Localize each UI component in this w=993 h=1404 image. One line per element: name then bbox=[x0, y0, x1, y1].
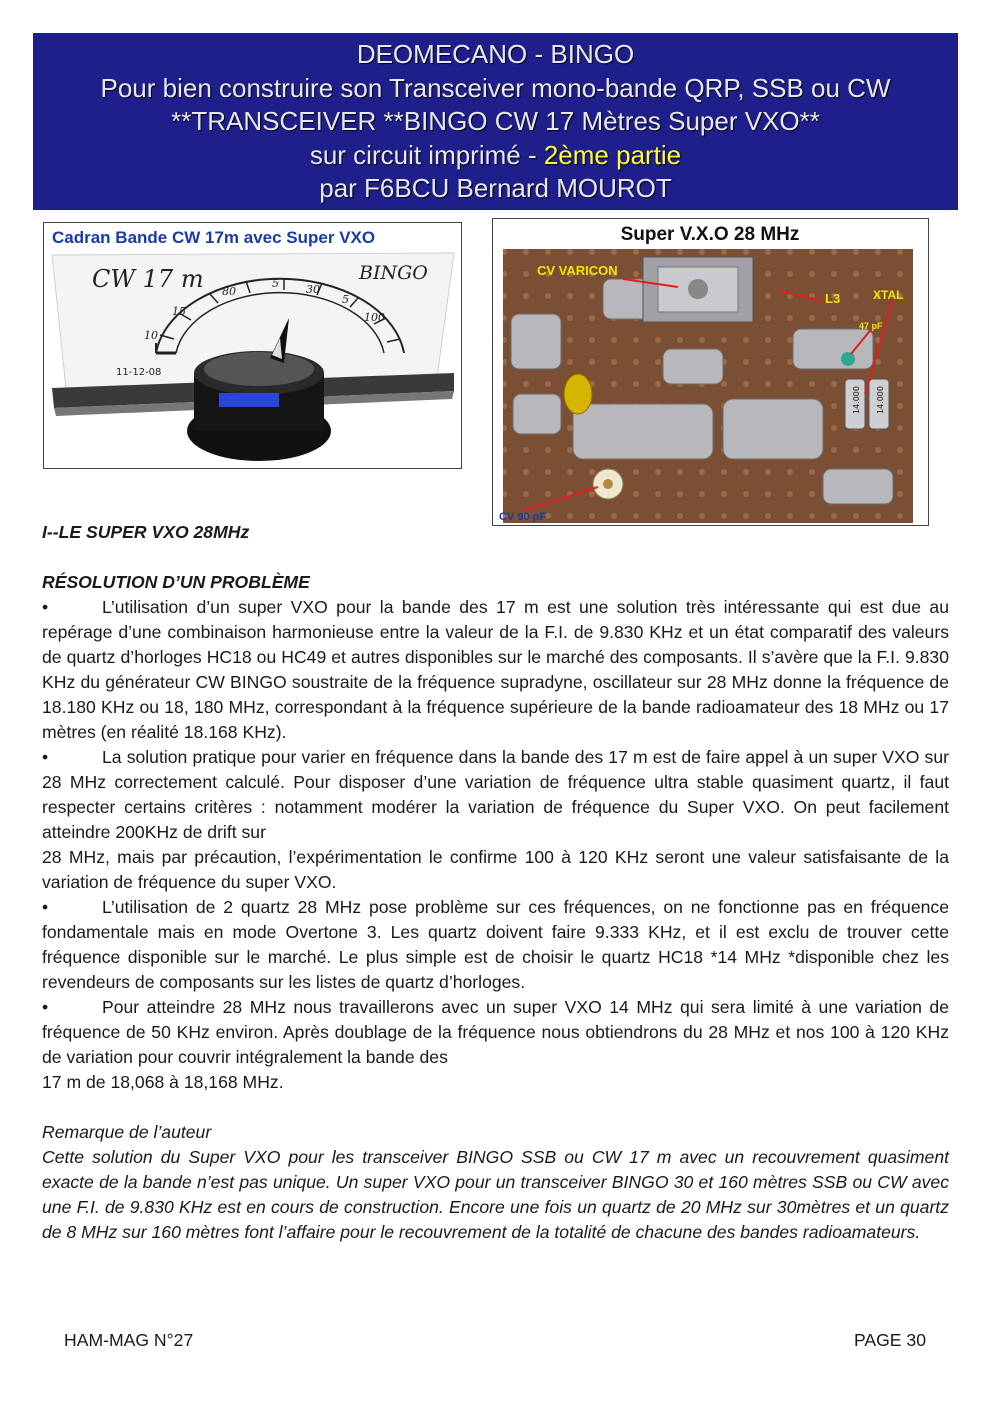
paragraph-1-text: L’utilisation d’un super VXO pour la bande des 17 m est une solution très intéressante qui est due au repérage d’une combinaison harmonieuse entre la valeur de la F.I. de 9.830 KHz et un état comparatif des valeurs de quartz d’horloges HC18 ou HC49 et autres disponibles sur le marché des composants. Il s’avère que la F.I. 9.830 KHz du générateur CW BINGO soustraite de la fréquence supradyne, oscillateur sur 28 MHz donne la fréquence de 18.180 KHz ou 18, 180 MHz, correspondant à la fréquence supérieure de la bande radioamateur des 18 MHz ou 17 mètres (en réalité 18.168 KHz). bbox=[42, 597, 949, 742]
vxo-board-photo bbox=[492, 218, 929, 526]
dial-photo bbox=[43, 222, 462, 469]
scale-mark: 10 bbox=[144, 329, 158, 342]
scale-mark: 5 bbox=[342, 293, 349, 306]
section-subtitle: RÉSOLUTION D’UN PROBLÈME bbox=[42, 572, 310, 592]
footer-issue: HAM-MAG N°27 bbox=[64, 1330, 194, 1350]
header-line4-prefix: sur circuit imprimé - bbox=[309, 139, 544, 170]
crystal-label: 14.000 bbox=[852, 386, 861, 414]
paragraph-2b: 28 MHz, mais par précaution, l’expérimentation le confirme 100 à 120 KHz seront une valeur satisfaisante de la variation de fréquence du super VXO. bbox=[42, 847, 949, 892]
crystal-label: 14.000 bbox=[876, 386, 885, 414]
label-xtal: XTAL bbox=[873, 288, 904, 302]
article-header bbox=[33, 33, 958, 210]
bullet: • bbox=[42, 897, 49, 917]
label-47pf: 47 pF bbox=[859, 321, 883, 331]
remark-title: Remarque de l’auteur bbox=[42, 1122, 212, 1142]
paragraph-1 bbox=[42, 595, 949, 745]
dial-band-label: CW 17 m bbox=[92, 265, 204, 293]
scale-mark: 15 bbox=[172, 305, 186, 318]
section-title: I--LE SUPER VXO 28MHz bbox=[42, 522, 250, 542]
bullet: • bbox=[42, 747, 49, 767]
bullet: • bbox=[42, 997, 49, 1017]
paragraph-2-text: La solution pratique pour varier en fréquence dans la bande des 17 m est de faire appel à un super VXO sur 28 MHz correctement calculé. Pour disposer d’une variation de fréquence ultra stable quasiment quartz, il faut respecter certains critères : notamment modérer la variation de fréquence du Super VXO. On peut facilement atteindre 200KHz de drift sur bbox=[42, 747, 949, 842]
header-line5: par F6BCU Bernard MOUROT bbox=[319, 173, 672, 203]
scale-mark: 5 bbox=[272, 277, 279, 290]
vxo-board-illustration bbox=[493, 219, 928, 525]
scale-mark: 100 bbox=[364, 311, 385, 324]
header-line4 bbox=[33, 139, 958, 173]
header-line1: DEOMECANO - BINGO bbox=[356, 39, 635, 69]
footer-page-number: PAGE 30 bbox=[853, 1330, 926, 1350]
paragraph-2 bbox=[42, 745, 949, 845]
dial-illustration bbox=[44, 223, 461, 468]
paragraph-3 bbox=[42, 895, 949, 995]
header-line3: **TRANSCEIVER **BINGO CW 17 Mètres Super VXO** bbox=[171, 106, 820, 136]
header-part-highlight: 2ème partie bbox=[543, 139, 682, 170]
paragraph-4 bbox=[42, 995, 949, 1070]
dial-photo-title: Cadran Bande CW 17m avec Super VXO bbox=[52, 228, 376, 247]
label-cv90: CV 90 pF bbox=[499, 511, 547, 523]
header-line2: Pour bien construire son Transceiver mono-bande QRP, SSB ou CW bbox=[100, 72, 891, 103]
paragraph-4b: 17 m de 18,068 à 18,168 MHz. bbox=[42, 1072, 284, 1092]
dial-brand-label: BINGO bbox=[359, 262, 428, 284]
vxo-photo-title: Super V.X.O 28 MHz bbox=[620, 224, 800, 245]
paragraph-4-text: Pour atteindre 28 MHz nous travaillerons avec un super VXO 14 MHz qui sera limité à une variation de fréquence de 50 KHz environ. Après doublage de la fréquence nous obtiendrons du 28 MHz et nos 100 à 120 KHz de variation pour couvrir intégralement la bande des bbox=[42, 997, 949, 1067]
dial-date-label: 11-12-08 bbox=[116, 367, 162, 378]
scale-mark: 30 bbox=[306, 283, 320, 296]
scale-mark: 80 bbox=[222, 285, 236, 298]
remark-text: Cette solution du Super VXO pour les transceiver BINGO SSB ou CW 17 m avec un recouvrement quasiment exacte de la bande n’est pas unique. Un super VXO pour un transceiver BINGO 30 et 160 mètres SSB ou CW avec une F.I. de 9.830 KHz est en cours de construction. Encore une fois un quartz de 20 MHz sur 30mètres et un quartz de 8 MHz sur 160 mètres font l’affaire pour le recouvrement de la totalité de chacune des bandes radioamateurs. bbox=[42, 1147, 949, 1242]
label-l3: L3 bbox=[825, 291, 841, 306]
label-cv-varicon: CV VARICON bbox=[537, 263, 618, 278]
article-body bbox=[42, 520, 949, 1245]
bullet: • bbox=[42, 597, 49, 617]
paragraph-3-text: L’utilisation de 2 quartz 28 MHz pose problème sur ces fréquences, on ne fonctionne pas en fréquence fondamentale mais en mode Overtone 3. Les quartz doivent faire 9.333 KHz, et il est exclu de trouver cette fréquence disponible sur le marché. Le plus simple est de choisir le quartz HC18 *14 MHz *disponible chez les revendeurs de composants sur les listes de quartz d’horloges. bbox=[42, 897, 949, 992]
